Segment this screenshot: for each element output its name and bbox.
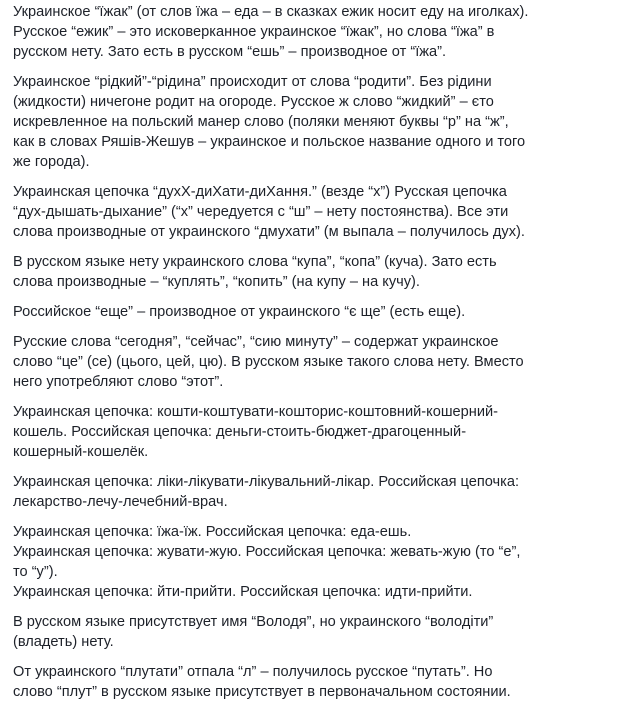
text-line: Украинская цепочка: ліки-лікувати-лікувальний-лікар. Российская цепочка: [13,474,520,490]
text-line: “дух-дышать-дыхание” (“х” чередуется с “ш” – нету постоянства). Все эти [13,204,509,220]
text-line: Украинская цепочка: йти-прийти. Российская цепочка: идти-прийти. [13,584,473,600]
paragraph-8 [13,472,626,512]
text-line: Русские слова “сегодня”, “сейчас”, “сию минуту” – содержат украинское [13,334,499,350]
text-line: слово “плут” в русском языке присутствует в первоначальном состоянии. [13,684,511,700]
text-line: лекарство-лечу-лечебний-врач. [13,494,228,510]
text-line: От украинского “плутати” отпала “л” – получилось русское “путать”. Но [13,664,493,680]
text-line: Украинское “рідкий”-“рідина” происходит от слова “родити”. Без рідини [13,74,492,90]
paragraph-1 [13,2,626,62]
text-line: Украинская цепочка “духХ-диХати-диХання.” (везде “х”) Русская цепочка [13,184,507,200]
text-line: кошерный-кошелёк. [13,444,149,460]
paragraph-11 [13,662,626,702]
paragraph-10 [13,612,626,652]
paragraph-7 [13,402,626,462]
text-line: кошель. Российская цепочка: деньги-стоить-бюджет-драгоценный- [13,424,467,440]
text-line: (владеть) нету. [13,634,114,650]
paragraph-4 [13,252,626,292]
text-line: него употребляют слово “этот”. [13,374,224,390]
text-line: слово “це” (се) (цього, цей, цю). В русском языке такого слова нету. Вместо [13,354,524,370]
text-line: Украинская цепочка: жувати-жую. Российская цепочка: жевать-жую (то “е”, [13,544,521,560]
paragraph-5 [13,302,626,322]
text-line: слова производные – “куплять”, “копить” (на купу – на кучу). [13,274,420,290]
text-line: Украинская цепочка: кошти-коштувати-кошторис-коштовний-кошерний- [13,404,498,420]
paragraph-6 [13,332,626,392]
paragraph-9 [13,522,626,602]
text-line: слова производные от украинского “дмухати” (м выпала – получилось дух). [13,224,525,240]
text-line: Украинская цепочка: їжа-їж. Российская цепочка: еда-ешь. [13,524,412,540]
text-line: как в словах Ряшів-Жешув – украинское и польское название одного и того [13,134,526,150]
text-line: же города). [13,154,90,170]
text-line: (жидкости) ничегоне родит на огороде. Русское ж слово “жидкий” – єто [13,94,494,110]
text-line: то “у”). [13,564,58,580]
text-line: В русском языке нету украинского слова “купа”, “копа” (куча). Зато есть [13,254,497,270]
paragraph-2 [13,72,626,172]
text-line: Российское “еще” – производное от украинского “є ще” (есть еще). [13,304,466,320]
text-line: искревленное на польский манер слово (поляки меняют буквы “р” на “ж”, [13,114,509,130]
paragraph-3 [13,182,626,242]
text-line: Русское “ежик” – это исковерканное украинское “їжак”, но слова “їжа” в [13,24,495,40]
text-line: В русском языке присутствует имя “Володя”, но украинского “володіти” [13,614,494,630]
text-line: русском нету. Зато есть в русском “ешь” – производное от “їжа”. [13,44,447,60]
text-line: Украинское “їжак” (от слов їжа – еда – в сказках ежик носит еду на иголках). [13,4,529,20]
